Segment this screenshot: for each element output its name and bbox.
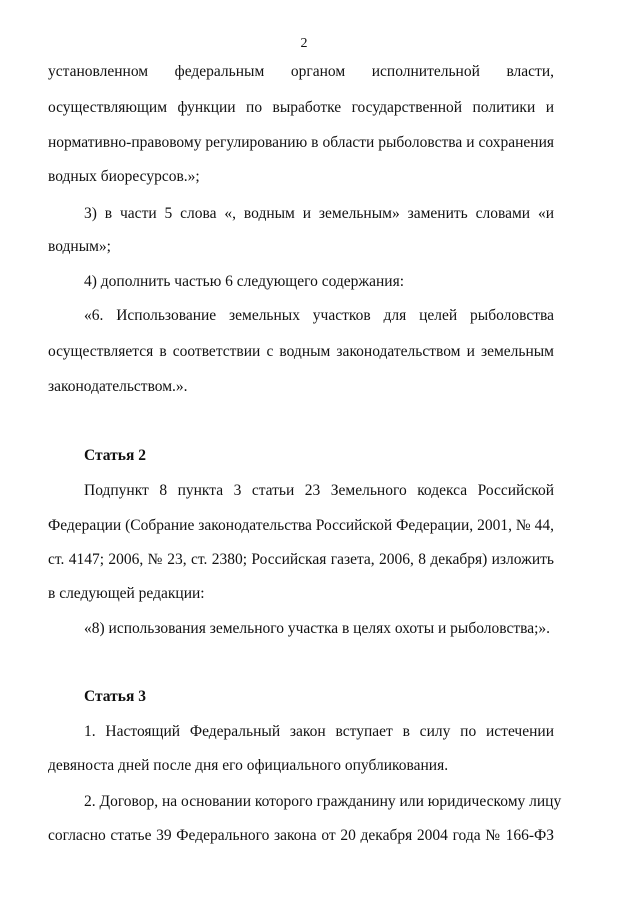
text-line: Федерации (Собрание законодательства Российской Федерации, 2001, № 44,: [48, 517, 554, 534]
text-line: установленном федеральным органом исполнительной власти,: [48, 63, 554, 80]
text-line: ст. 4147; 2006, № 23, ст. 2380; Российская газета, 2006, 8 декабря) изложить: [48, 551, 554, 568]
text-line: 3) в части 5 слова «, водным и земельным» заменить словами «и: [84, 205, 554, 222]
text-line: согласно статье 39 Федерального закона от 20 декабря 2004 года № 166-ФЗ: [48, 827, 554, 844]
text-line: в следующей редакции:: [48, 585, 205, 602]
text-line: 2. Договор, на основании которого гражданину или юридическому лицу: [84, 793, 562, 810]
text-line: осуществляющим функции по выработке государственной политики и: [48, 99, 554, 116]
text-line: нормативно-правовому регулированию в области рыболовства и сохранения: [48, 134, 554, 151]
article-heading: Статья 2: [84, 447, 146, 464]
text-line: законодательством.».: [48, 378, 188, 395]
text-line: Подпункт 8 пункта 3 статьи 23 Земельного кодекса Российской: [84, 482, 554, 499]
text-line: осуществляется в соответствии с водным законодательством и земельным: [48, 343, 554, 360]
text-line: девяноста дней после дня его официального опубликования.: [48, 757, 449, 774]
text-line: 1. Настоящий Федеральный закон вступает в силу по истечении: [84, 723, 554, 740]
text-line: «8) использования земельного участка в целях охоты и рыболовства;».: [84, 620, 551, 637]
text-line: водных биоресурсов.»;: [48, 168, 200, 185]
text-line: «6. Использование земельных участков для целей рыболовства: [84, 307, 554, 324]
page-number: 2: [300, 36, 308, 51]
text-line: водным»;: [48, 238, 111, 255]
text-line: 4) дополнить частью 6 следующего содержания:: [84, 273, 405, 290]
article-heading: Статья 3: [84, 688, 146, 705]
